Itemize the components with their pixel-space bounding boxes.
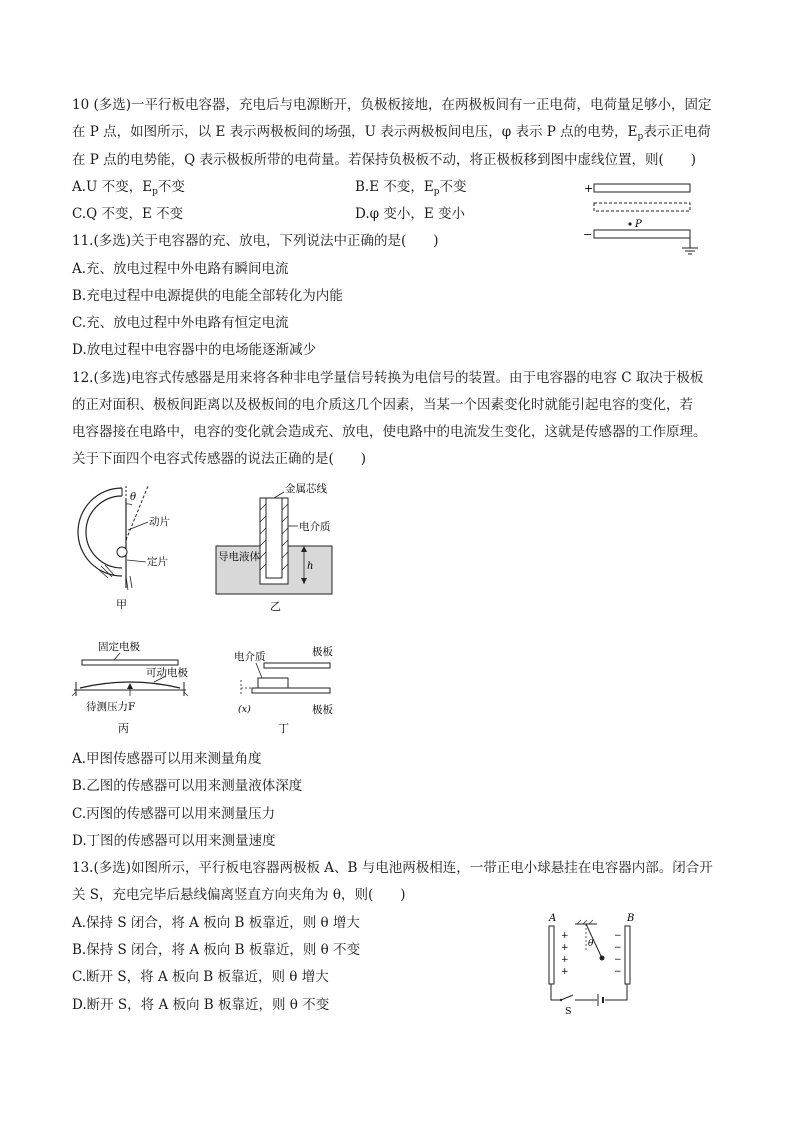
q13-plate-a — [549, 926, 554, 984]
bing-force-arrowhead — [127, 683, 133, 689]
q13-plus-3: + — [561, 955, 569, 965]
q10-stem-text: 在 P 点，如图所示，以 E 表示两极板间的场强，U 表示两极板间电压，φ 表示 P 点的电势，E — [72, 124, 638, 140]
jia-hatch-5 — [130, 576, 132, 588]
jia-fixed-label: 定片 — [147, 556, 168, 568]
q13-plate-b — [625, 926, 630, 984]
q12-stem-line-3: 电容器接在电路中，电容的变化就会造成充、放电，使电路中的电流发生变化，这就是传感器的工作原理。 — [72, 424, 707, 440]
q10-positive-plate — [594, 184, 690, 192]
q13-plus-2: + — [561, 943, 569, 953]
jia-angle-arc — [126, 504, 132, 505]
q10-option-b-sub: p — [433, 187, 440, 197]
q13-minus-1: − — [614, 931, 622, 941]
jia-fixed-plate-outer — [78, 488, 122, 576]
bing-right-hatch — [184, 692, 188, 696]
q10-negative-plate — [594, 230, 690, 238]
q10-point-p-label: P — [635, 219, 642, 230]
q13-option-a: A.保持 S 闭合，将 A 板向 B 板靠近，则 θ 增大 — [72, 915, 360, 931]
q13-capacitor-figure — [535, 910, 655, 1020]
q13-ceiling-hatch-3 — [589, 920, 593, 924]
q10-fig-minus-label: − — [583, 228, 593, 241]
q10-stem-line-2 — [72, 122, 711, 147]
q11-stem: 11.(多选)关于电容器的充、放电，下列说法中正确的是( ) — [72, 233, 439, 249]
q12-figure-ding — [232, 638, 352, 738]
q10-capacitor-figure — [580, 178, 710, 260]
q10-stem-line-3: 在 P 点的电势能，Q 表示极板所带的电荷量。若保持负极板不动，将正极板移到图中虚线位置，则( ) — [72, 152, 697, 168]
bing-fixed-label: 固定电极 — [98, 641, 140, 653]
q12-option-a: A.甲图传感器可以用来测量角度 — [72, 751, 262, 767]
q11-option-d: D.放电过程中电容器中的电场能逐渐减少 — [72, 342, 317, 358]
jia-caption: 甲 — [116, 598, 127, 611]
ding-x-label: (x) — [238, 704, 251, 715]
q13-stem-line-1: 13.(多选)如图所示，平行板电容器两极板 A、B 与电池两极相连，一带正电小球悬挂在电容器内部。闭合开 — [72, 860, 713, 876]
q13-charged-ball — [600, 956, 605, 961]
yi-dielectric-label: 电介质 — [299, 521, 331, 533]
yi-metal-core — [266, 498, 282, 578]
q12-stem-line-4: 关于下面四个电容式传感器的说法正确的是( ) — [72, 451, 367, 467]
ding-top-plate — [264, 663, 330, 668]
q13-plus-1: + — [561, 931, 569, 941]
q12-figure-jia — [70, 480, 190, 615]
q11-option-a: A.充、放电过程中外电路有瞬间电流 — [72, 261, 289, 277]
q11-option-b: B.充电过程中电源提供的电能全部转化为内能 — [72, 288, 343, 304]
q13-plate-b-label: B — [627, 913, 635, 924]
jia-moving-leader — [128, 522, 148, 530]
q10-point-p — [628, 222, 631, 225]
ding-dielectric-label: 电介质 — [234, 651, 266, 663]
q13-minus-2: − — [614, 943, 622, 953]
bing-movable-label: 可动电极 — [146, 667, 188, 679]
q12-option-b: B.乙图的传感器可以用来测量液体深度 — [72, 778, 303, 794]
q13-option-c: C.断开 S，将 A 板向 B 板靠近，则 θ 增大 — [72, 969, 329, 985]
yi-liquid-label: 导电液体 — [218, 551, 260, 563]
ding-bottom-plate — [252, 688, 330, 693]
jia-theta-label: θ — [130, 492, 137, 503]
q12-option-c: C.丙图的传感器可以用来测量压力 — [72, 806, 276, 822]
q10-option-b — [355, 177, 466, 202]
q10-fig-plus-label: + — [584, 182, 594, 195]
q13-option-d: D.断开 S，将 A 板向 B 板靠近，则 θ 不变 — [72, 997, 330, 1013]
q12-stem-line-1: 12.(多选)电容式传感器是用来将各种非电学量信号转换为电信号的装置。由于电容器的电容 C 取决于极板 — [72, 370, 704, 386]
q13-theta-label: θ — [588, 939, 594, 949]
q12-option-d: D.丁图的传感器可以用来测量速度 — [72, 833, 276, 849]
q10-option-a-sub: p — [152, 187, 158, 197]
q10-option-a-text: A.U 不变，E — [72, 179, 153, 195]
q13-ceiling-hatch-1 — [577, 920, 581, 924]
bing-pressure-label: 待测压力F — [86, 701, 136, 713]
q13-plate-a-label: A — [549, 913, 557, 924]
ding-dielectric-slab — [258, 678, 288, 688]
bing-left-hatch — [72, 692, 76, 696]
q13-switch-pivot — [560, 999, 562, 1001]
jia-fixed-plate-inner — [86, 496, 122, 568]
yi-h-label: h — [307, 561, 314, 572]
yi-core-label: 金属芯线 — [285, 483, 327, 495]
ding-plate-top-label: 极板 — [312, 646, 333, 658]
bing-fixed-electrode — [82, 660, 178, 665]
q12-figure-yi — [210, 480, 350, 615]
q13-plus-4: + — [561, 967, 569, 977]
q10-option-b-end: 不变 — [439, 179, 467, 195]
q10-option-a — [72, 177, 185, 202]
yi-caption: 乙 — [270, 600, 281, 613]
bing-caption: 丙 — [118, 722, 129, 735]
q13-option-b: B.保持 S 闭合，将 A 板向 B 板靠近，则 θ 不变 — [72, 942, 361, 958]
ding-plate-bottom-label: 极板 — [312, 704, 333, 716]
q12-stem-line-2: 的正对面积、极板间距离以及极板间的电介质这几个因素，当某一个因素变化时就能引起电容的变化，若 — [72, 397, 693, 413]
q13-switch-label: S — [565, 1006, 572, 1017]
ding-caption: 丁 — [278, 722, 289, 735]
q13-minus-3: − — [614, 955, 622, 965]
q11-option-c: C.充、放电过程中外电路有恒定电流 — [72, 315, 289, 331]
q10-stem-line-1: 10 (多选)一平行板电容器，充电后与电源断开，负极板接地，在两极板间有一正电荷，电荷量足够小，固定 — [72, 97, 712, 113]
jia-moving-label: 动片 — [149, 516, 170, 528]
q13-ceiling-hatch-2 — [583, 920, 587, 924]
q12-figure-bing — [70, 638, 200, 738]
q10-option-c: C.Q 不变，E 不变 — [72, 206, 184, 222]
q13-minus-4: − — [614, 967, 622, 977]
q10-ep-subscript: p — [637, 132, 644, 142]
jia-fixed-leader — [127, 560, 146, 562]
q10-stem-text-end: 表示正电荷 — [643, 124, 711, 140]
bing-fixed-leader — [114, 653, 120, 660]
yi-core-leader — [274, 492, 284, 498]
q10-option-b-text: B.E 不变，E — [355, 179, 434, 195]
q10-option-a-end: 不变 — [157, 179, 185, 195]
q13-stem-line-2: 关 S，充电完毕后悬线偏离竖直方向夹角为 θ，则( ) — [72, 887, 406, 903]
jia-axle — [117, 547, 127, 557]
q10-dashed-plate-position — [594, 203, 690, 211]
ding-dielectric-leader — [256, 663, 262, 678]
q10-option-d: D.φ 变小，E 变小 — [355, 206, 466, 222]
